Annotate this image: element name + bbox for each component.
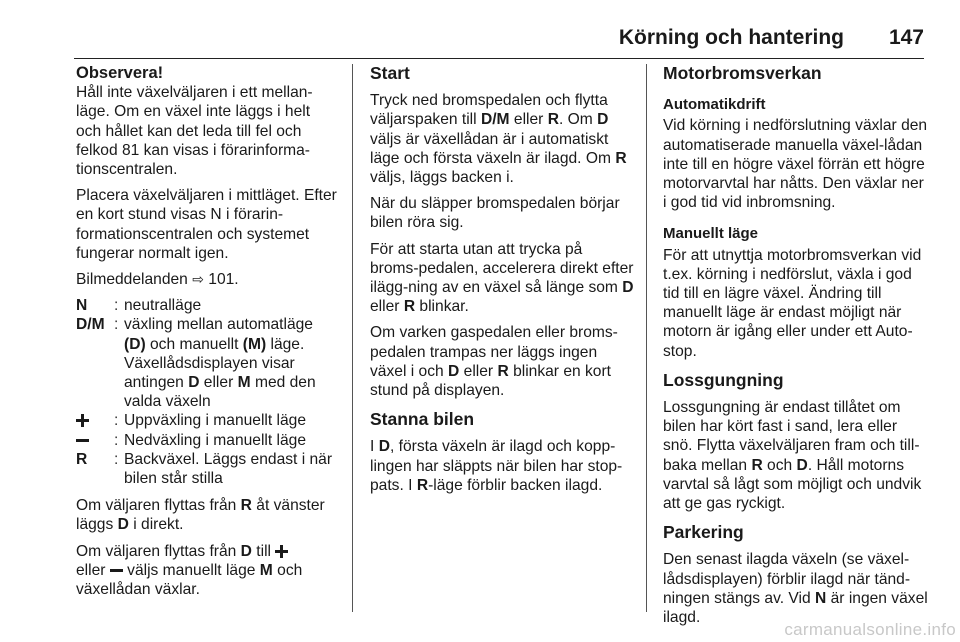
gear-desc-r: Backväxel. Läggs endast i när bilen står stilla — [124, 450, 333, 488]
gear-symbol-minus — [76, 431, 114, 450]
stop-heading: Stanna bilen — [370, 409, 475, 430]
gear-separator: : — [114, 297, 119, 315]
text: och växellådan växlar. — [76, 561, 303, 599]
manual-heading: Manuellt läge — [663, 225, 759, 243]
text: (D) — [124, 335, 146, 353]
text: R — [751, 456, 763, 474]
text: R — [403, 298, 416, 316]
text: D — [188, 374, 200, 392]
gear-desc-n: neutralläge — [124, 297, 202, 315]
text: R — [547, 111, 559, 129]
text: i direkt. — [133, 516, 184, 534]
column-1 — [76, 64, 338, 606]
gear-separator: : — [114, 450, 119, 468]
automatic-text: Vid körning i nedförslutning växlar den automatiserade manuella växel-lådan inte till en högre växel förrän ett högre motorvarvtal har nåtts. Den växlar ner i god tid vid inbromsning. — [663, 117, 928, 212]
text: M — [259, 561, 273, 579]
gear-separator: : — [114, 412, 119, 430]
text: blinkar. — [419, 298, 469, 316]
text: R — [416, 476, 429, 494]
plus-icon — [76, 414, 89, 427]
text: eller — [370, 298, 400, 316]
text: D — [597, 111, 609, 129]
text: Tryck ned bromspedalen och flytta väljarspaken till — [370, 92, 608, 129]
text: med den valda växeln — [124, 374, 316, 411]
text: -läge förblir backen ilagd. — [428, 476, 603, 494]
text: väljs, läggs backen i. — [370, 169, 514, 187]
text: . Håll motorns varvtal så lågt som möjligt och undvik att ge gas ryckigt. — [663, 456, 922, 513]
gear-separator: : — [114, 316, 119, 334]
text: D — [448, 362, 460, 380]
text: eller — [203, 374, 234, 392]
text: Om väljaren flyttas från — [76, 497, 237, 515]
reference-text: Bilmeddelanden — [76, 271, 188, 289]
automatic-heading: Automatikdrift — [663, 96, 766, 114]
start-paragraph-3 — [370, 240, 634, 317]
minus-icon — [110, 564, 123, 577]
text: R — [615, 149, 627, 167]
reference-line — [76, 270, 338, 289]
rocking-text — [663, 398, 928, 513]
start-paragraph-1 — [370, 91, 634, 187]
page-header — [74, 26, 924, 59]
text: . Om — [558, 111, 593, 129]
stop-paragraph — [370, 437, 634, 495]
text: och — [767, 456, 793, 474]
text: Om varken gaspedalen eller broms-pedalen trampas ner läggs ingen växel i och — [370, 324, 618, 380]
paragraph-center-selector: Placera växelväljaren i mittläget. Efter en kort stund visas N i förarin-formationscentralen och systemet fungerar normalt igen. — [76, 187, 337, 262]
text: D — [378, 438, 390, 456]
page-reference-icon[interactable]: ⇨ — [192, 271, 204, 288]
text: till — [256, 542, 272, 560]
paragraph-manual-mode — [76, 542, 338, 600]
text: Om väljaren flyttas från — [76, 542, 237, 560]
parking-text — [663, 550, 928, 627]
note-text: Håll inte växelväljaren i ett mellan-läge. Om en växel inte läggs i helt och hållet kan det leda till fel och felkod 81 kan visas i förarinforma-tionscentralen. — [76, 84, 313, 179]
chapter-title: Körning och hantering — [618, 26, 844, 49]
gear-symbol-plus — [76, 411, 114, 430]
gear-desc-minus: Nedväxling i manuellt läge — [124, 431, 307, 449]
gear-desc-dm — [124, 315, 338, 411]
text: D — [117, 516, 129, 534]
start-paragraph-2: När du släpper bromspedalen börjar bilen röra sig. — [370, 195, 620, 232]
column-2 — [370, 64, 634, 502]
text: läge. Växellådsdisplayen visar antingen — [124, 335, 305, 392]
text: R — [240, 497, 252, 515]
start-paragraph-4 — [370, 323, 634, 400]
text: eller — [463, 362, 494, 380]
text: Den senast ilagda växeln (se växel-lådsdisplayen) förblir ilagd när tänd-ningen stängs av. Vid — [663, 551, 911, 607]
note-heading: Observera! — [76, 64, 164, 82]
column-3 — [663, 64, 928, 634]
text: eller — [513, 111, 544, 129]
text: R — [497, 362, 509, 380]
paragraph-move-left — [76, 496, 338, 534]
minus-icon — [76, 434, 89, 447]
parking-heading: Parkering — [663, 522, 744, 543]
text: eller — [76, 561, 106, 579]
text: I — [370, 438, 375, 456]
text: För att starta utan att trycka på broms-pedalen, accelerera direkt efter ilägg-ning av en växel så länge som — [370, 240, 634, 297]
page-number: 147 — [888, 26, 924, 49]
gear-symbol-r: R — [76, 450, 88, 468]
text: (M) — [242, 335, 267, 353]
column-divider — [352, 64, 353, 612]
gear-symbol-dm: D/M — [76, 316, 105, 334]
watermark: carmanualsonline.info — [784, 620, 956, 639]
engine-braking-heading: Motorbromsverkan — [663, 63, 822, 83]
manual-text: För att utnyttja motorbromsverkan vid t.ex. körning i nedförslut, växla i god tid till en lägre växel. Ändring till manuellt läge är endast möjligt när motorn är igång eller under ett Auto-stop. — [663, 246, 922, 360]
gear-list — [76, 296, 338, 488]
text: D — [796, 456, 808, 474]
reference-page: 101. — [208, 271, 239, 289]
column-divider — [646, 64, 647, 612]
text: växling mellan automatläge — [124, 316, 313, 334]
text: Lossgungning är endast tillåtet om bilen har kört fast i sand, lera eller snö. Flytta växelväljaren fram och till-baka mellan — [663, 399, 920, 474]
text: åt vänster läggs — [76, 497, 325, 534]
plus-icon — [275, 545, 288, 558]
start-heading: Start — [370, 63, 410, 83]
text: , första växeln är ilagd och kopp-lingen har släppts när bilen har stop-pats. I — [370, 438, 623, 494]
text: blinkar en kort stund på displayen. — [370, 362, 612, 400]
gear-desc-plus: Uppväxling i manuellt läge — [124, 412, 307, 430]
gear-separator: : — [114, 431, 119, 449]
text: D — [622, 279, 634, 297]
text: väljs är växellådan är i automatiskt läge och första växeln är ilagd. Om — [370, 130, 611, 167]
rocking-heading: Lossgungning — [663, 369, 784, 390]
text: D — [240, 542, 252, 560]
text: M — [237, 374, 251, 392]
text: N — [815, 589, 827, 607]
text: väljs manuellt läge — [127, 561, 256, 579]
gear-symbol-n: N — [76, 297, 88, 315]
text: D/M — [480, 111, 510, 129]
text: och manuellt — [150, 335, 239, 353]
text: är ingen växel ilagd. — [663, 589, 928, 627]
